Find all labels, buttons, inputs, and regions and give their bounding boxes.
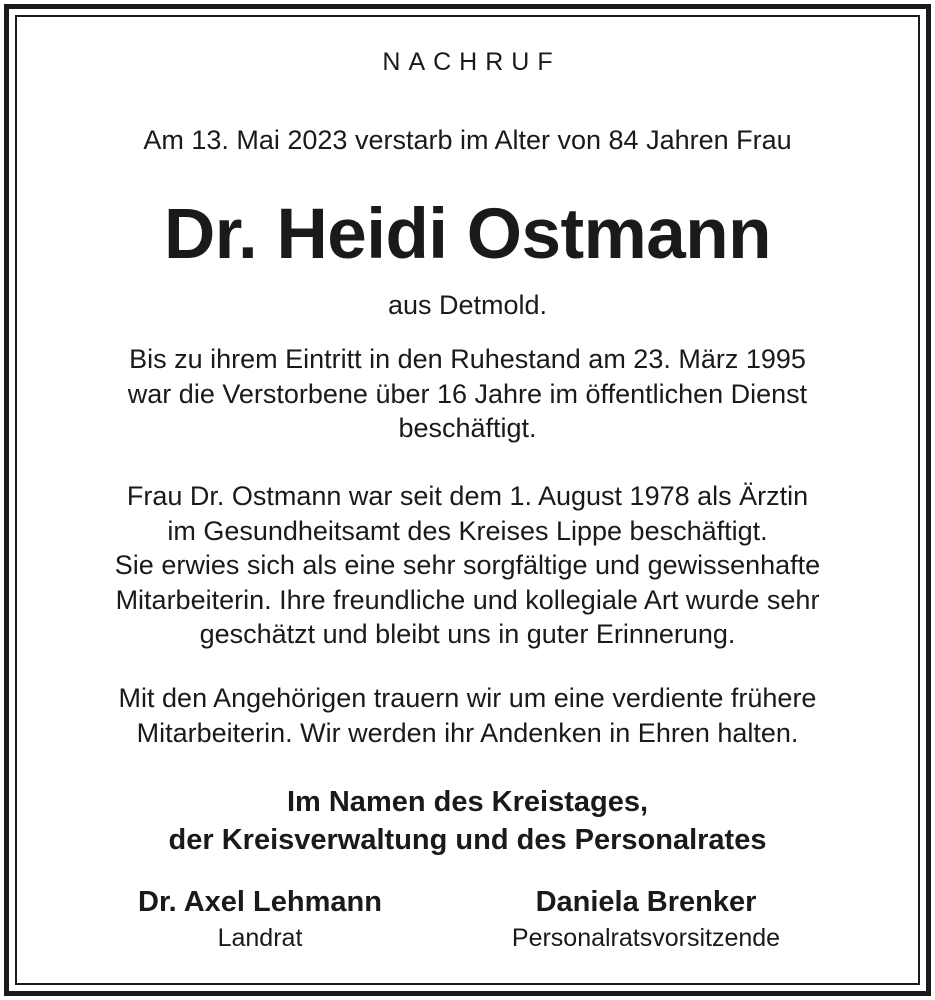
text-line: im Gesundheitsamt des Kreises Lippe beschäftigt.: [167, 515, 768, 546]
closing-line: der Kreisverwaltung und des Personalrates: [168, 824, 767, 856]
text-line: Bis zu ihrem Eintritt in den Ruhestand am 23. März 1995: [129, 344, 806, 374]
text-line: war die Verstorbene über 16 Jahre im öffentlichen Dienst: [127, 378, 808, 409]
paragraph-tribute: [17, 479, 918, 652]
text-line: Mitarbeiterin. Ihre freundliche und kollegiale Art wurde sehr: [115, 584, 820, 615]
origin-line: aus Detmold.: [387, 290, 548, 320]
signatory-personalrat: [446, 883, 846, 955]
text-line: geschätzt und bleibt uns in guter Erinnerung.: [199, 619, 736, 649]
intro-line: Am 13. Mai 2023 verstarb im Alter von 84 Jahren Frau: [143, 125, 792, 155]
text-line: Mit den Angehörigen trauern wir um eine verdiente frühere: [118, 683, 817, 713]
signatory-name: Daniela Brenker: [535, 886, 757, 918]
closing-on-behalf: [17, 783, 918, 859]
text-line: Sie erwies sich als eine sehr sorgfältige und gewissenhafte: [114, 550, 821, 580]
deceased-name: Dr. Heidi Ostmann: [164, 195, 771, 274]
text-line: Frau Dr. Ostmann war seit dem 1. August 1978 als Ärztin: [126, 481, 809, 511]
signatory-role: Personalratsvorsitzende: [511, 924, 781, 952]
notice-kicker: NACHRUF: [382, 48, 561, 76]
text-line: beschäftigt.: [398, 413, 537, 443]
signatory-name: Dr. Axel Lehmann: [138, 886, 382, 918]
paragraph-condolence: [17, 681, 918, 750]
closing-line: Im Namen des Kreistages,: [286, 786, 649, 818]
signatory-landrat: [60, 883, 460, 955]
text-line: Mitarbeiterin. Wir werden ihr Andenken in Ehren halten.: [136, 717, 799, 748]
signatory-role: Landrat: [217, 924, 303, 952]
paragraph-career: [17, 342, 918, 446]
